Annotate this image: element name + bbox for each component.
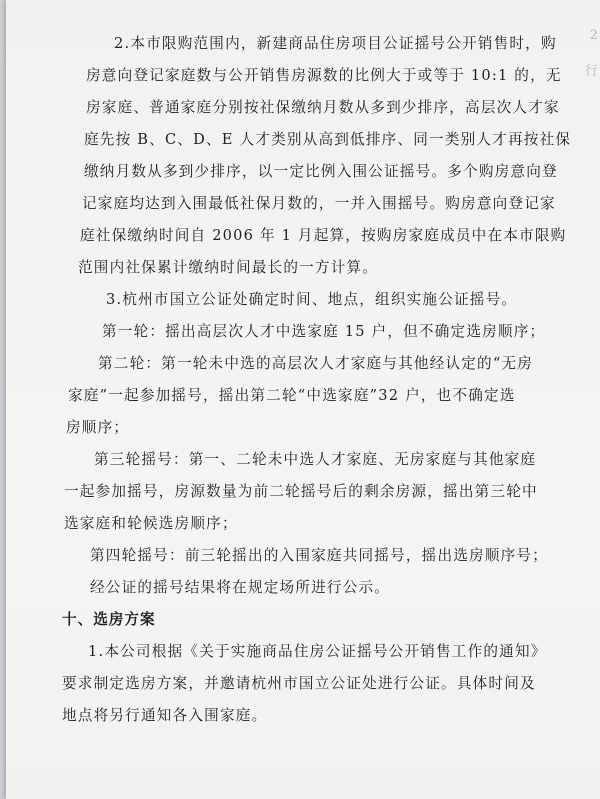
paragraph-2-line-5: 缴纳月数从多到少排序，以一定比例入围公证摇号。多个购房意向登 (84, 163, 558, 180)
round-4-text: 第四轮摇号：前三轮摇出的入围家庭共同摇号，摇出选房顺序号； (90, 547, 549, 564)
section-10-heading: 十、选房方案 (62, 611, 156, 628)
paragraph-2-line-4: 庭先按 B、C、D、E 人才类别从高到低排序、同一类别人才再按社保 (84, 131, 572, 148)
section-10-line-3: 地点将另行通知各入围家庭。 (62, 707, 268, 724)
bleed-through-char-1: 2 (589, 28, 598, 43)
paragraph-2-line-1: 2.本市限购范围内，新建商品住房项目公证摇号公开销售时，购 (114, 35, 557, 52)
paragraph-3: 3.杭州市国立公证处确定时间、地点，组织实施公证摇号。 (106, 291, 518, 308)
round-2-line-1: 第二轮：第一轮未中选的高层次人才家庭与其他经认定的“无房 (98, 355, 534, 372)
paragraph-2-line-2: 房意向登记家庭数与公开销售房源数的比例大于或等于 10:1 的，无 (86, 67, 562, 84)
publication-note: 经公证的摇号结果将在规定场所进行公示。 (90, 579, 391, 596)
section-10-line-2: 要求制定选房方案，并邀请杭州市国立公证处进行公证。具体时间及 (62, 675, 536, 692)
section-10-line-1: 1.本公司根据《关于实施商品住房公证摇号公开销售工作的通知》 (88, 643, 547, 660)
document-body (62, 28, 582, 732)
paragraph-2-line-6: 记家庭均达到入围最低社保月数的，一并入围摇号。购房意向登记家 (82, 195, 556, 212)
document-page (6, 0, 600, 799)
paragraph-2-line-3: 房家庭、普通家庭分别按社保缴纳月数从多到少排序，高层次人才家 (86, 99, 560, 116)
round-1-text: 第一轮：摇出高层次人才中选家庭 15 户，但不确定选房顺序； (102, 323, 546, 340)
round-3-line-3: 选家庭和轮候选房顺序； (64, 515, 238, 532)
round-3-line-2: 一起参加摇号，房源数量为前二轮摇号后的剩余房源，摇出第三轮中 (64, 483, 538, 500)
bleed-through-char-2: 行 (584, 64, 598, 79)
round-2-line-2: 家庭”一起参加摇号，摇出第二轮“中选家庭”32 户，也不确定选 (68, 387, 516, 404)
paragraph-2-line-7: 庭社保缴纳时间自 2006 年 1 月起算，按购房家庭成员中在本市限购 (80, 227, 567, 244)
paragraph-2-line-8: 范围内社保累计缴纳时间最长的一方计算。 (78, 259, 379, 276)
round-3-line-1: 第三轮摇号：第一、二轮未中选人才家庭、无房家庭与其他家庭 (94, 451, 537, 468)
round-2-line-3: 房顺序； (66, 419, 130, 436)
